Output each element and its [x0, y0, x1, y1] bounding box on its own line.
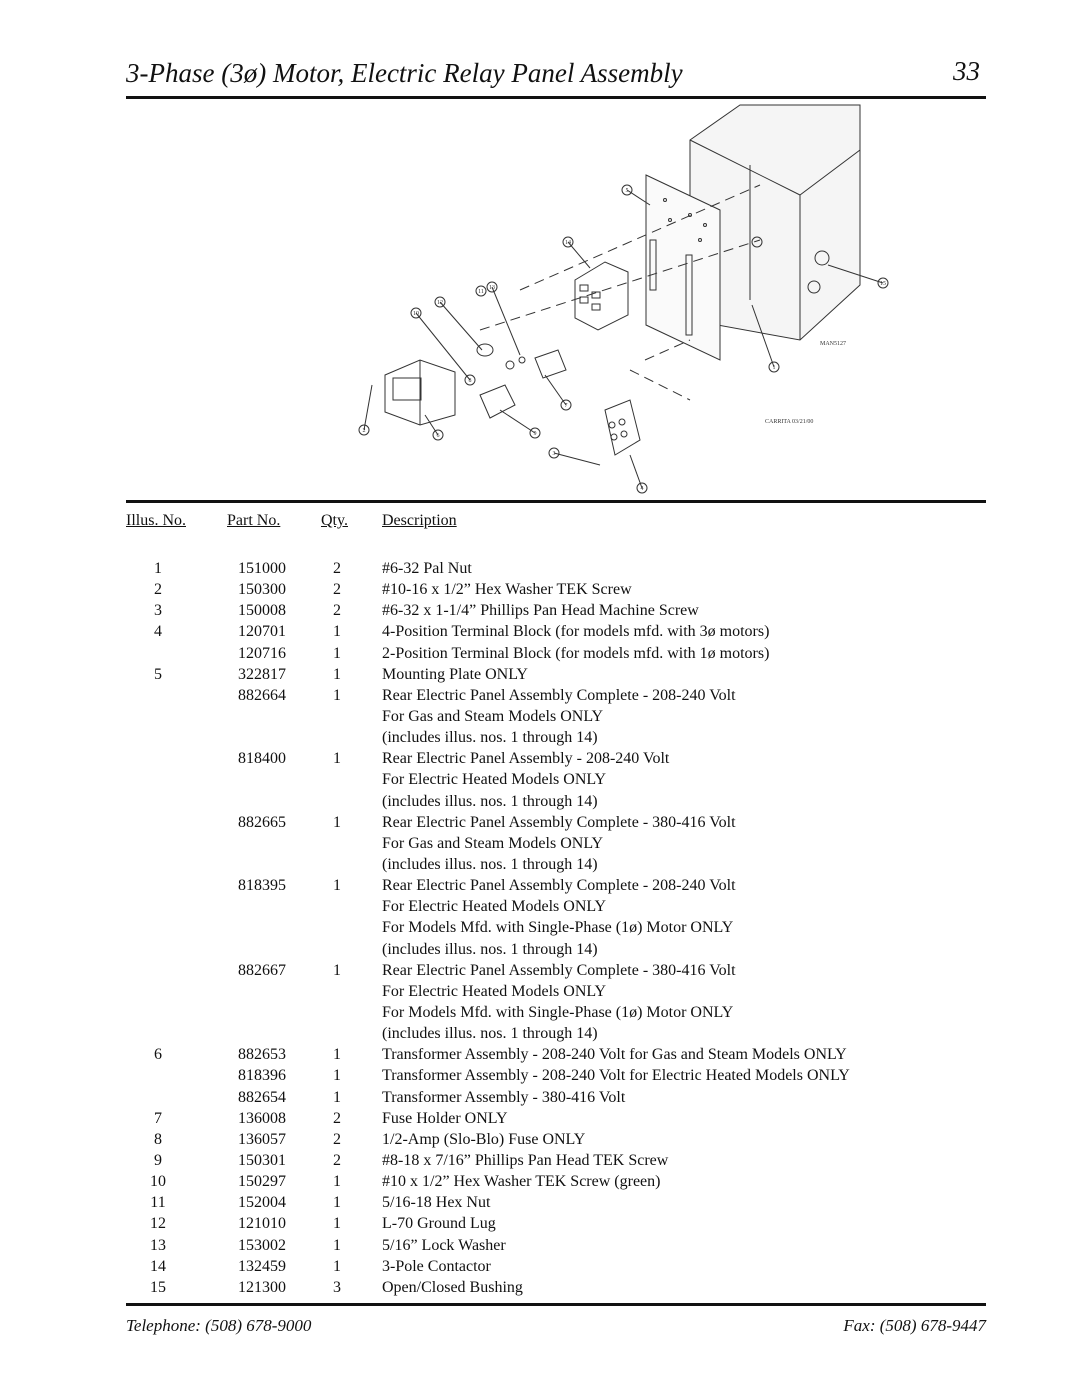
- qty-cell: 2: [333, 602, 341, 620]
- table-row: [0, 1087, 1080, 1108]
- callout-4: 4: [640, 486, 644, 492]
- table-row: [0, 1235, 1080, 1256]
- parts-table-header: [0, 512, 1080, 534]
- callout-8: 8: [468, 378, 472, 384]
- header-part-no: Part No.: [227, 512, 281, 529]
- table-row: [0, 769, 1080, 790]
- table-row: [0, 1256, 1080, 1277]
- table-row: [0, 854, 1080, 875]
- qty-cell: 1: [333, 623, 341, 641]
- table-row: [0, 1002, 1080, 1023]
- illus-no-cell: 12: [150, 1215, 166, 1233]
- illus-no-cell: 13: [150, 1236, 166, 1254]
- illus-no-cell: 3: [154, 602, 162, 620]
- header-description: Description: [382, 512, 457, 529]
- header-qty: Qty.: [321, 512, 348, 529]
- table-row: [0, 1129, 1080, 1150]
- illus-no-cell: 5: [154, 665, 162, 683]
- table-row: [0, 1044, 1080, 1065]
- ground-lug: [477, 344, 525, 369]
- table-row: [0, 1065, 1080, 1086]
- description-cell: Rear Electric Panel Assembly Complete - 380-416 Volt: [382, 813, 736, 831]
- table-row: [0, 791, 1080, 812]
- description-cell: (includes illus. nos. 1 through 14): [382, 729, 598, 747]
- table-row: [0, 917, 1080, 938]
- description-cell: For Models Mfd. with Single-Phase (1ø) Motor ONLY: [382, 919, 734, 937]
- qty-cell: 1: [333, 644, 341, 662]
- table-row: [0, 685, 1080, 706]
- part-no-cell: 136057: [238, 1130, 286, 1148]
- callout-13: 13: [489, 285, 495, 291]
- part-no-cell: 322817: [238, 665, 286, 683]
- transformer: [385, 360, 455, 425]
- table-row: [0, 1192, 1080, 1213]
- part-no-cell: 882653: [238, 1046, 286, 1064]
- description-cell: For Models Mfd. with Single-Phase (1ø) Motor ONLY: [382, 1003, 734, 1021]
- qty-cell: 1: [333, 877, 341, 895]
- part-no-cell: 152004: [238, 1194, 286, 1212]
- illus-no-cell: 4: [154, 623, 162, 641]
- description-cell: (includes illus. nos. 1 through 14): [382, 855, 598, 873]
- description-cell: (includes illus. nos. 1 through 14): [382, 940, 598, 958]
- qty-cell: 2: [333, 1130, 341, 1148]
- description-cell: #6-32 x 1-1/4” Phillips Pan Head Machine Screw: [382, 602, 699, 620]
- page-number: 33: [953, 56, 980, 86]
- part-no-cell: 120716: [238, 644, 286, 662]
- callout-7: 7: [564, 403, 568, 409]
- qty-cell: 1: [333, 665, 341, 683]
- description-cell: For Electric Heated Models ONLY: [382, 771, 607, 789]
- fuse-holders: [480, 350, 566, 418]
- table-row: [0, 727, 1080, 748]
- part-no-cell: 151000: [238, 560, 286, 577]
- description-cell: 4-Position Terminal Block (for models mfd. with 3ø motors): [382, 623, 770, 641]
- table-row: [0, 896, 1080, 917]
- description-cell: Fuse Holder ONLY: [382, 1109, 508, 1127]
- part-no-cell: 818400: [238, 750, 286, 768]
- callout-9: 9: [533, 431, 537, 437]
- table-row: [0, 981, 1080, 1002]
- part-no-cell: 150300: [238, 581, 286, 599]
- callout-6: 6: [436, 433, 440, 439]
- page-title: 3-Phase (3ø) Motor, Electric Relay Panel Assembly: [126, 58, 683, 88]
- table-row: [0, 939, 1080, 960]
- telephone-number: Telephone: (508) 678-9000: [126, 1316, 312, 1335]
- description-cell: 3-Pole Contactor: [382, 1257, 491, 1275]
- description-cell: Transformer Assembly - 208-240 Volt for Gas and Steam Models ONLY: [382, 1046, 847, 1064]
- table-bottom-rule: [126, 1303, 986, 1306]
- terminal-block: [605, 400, 640, 455]
- exploded-parts-diagram: [340, 100, 920, 500]
- description-cell: For Gas and Steam Models ONLY: [382, 834, 604, 852]
- description-cell: 1/2-Amp (Slo-Blo) Fuse ONLY: [382, 1130, 586, 1148]
- callout-10: 10: [413, 311, 419, 317]
- table-row: [0, 600, 1080, 621]
- table-row: [0, 1171, 1080, 1192]
- description-cell: Rear Electric Panel Assembly - 208-240 Volt: [382, 750, 670, 768]
- description-cell: Open/Closed Bushing: [382, 1278, 523, 1296]
- qty-cell: 1: [333, 1215, 341, 1233]
- qty-cell: 3: [333, 1278, 341, 1296]
- table-row: [0, 1023, 1080, 1044]
- part-no-cell: 136008: [238, 1109, 286, 1127]
- description-cell: Mounting Plate ONLY: [382, 665, 528, 683]
- table-row: [0, 833, 1080, 854]
- part-no-cell: 882667: [238, 961, 286, 979]
- description-cell: Rear Electric Panel Assembly Complete - 208-240 Volt: [382, 686, 736, 704]
- callout-11: 11: [478, 289, 484, 295]
- table-row: [0, 1277, 1080, 1298]
- table-row: [0, 812, 1080, 833]
- qty-cell: 1: [333, 1173, 341, 1191]
- part-no-cell: 882665: [238, 813, 286, 831]
- table-top-rule: [126, 500, 986, 503]
- qty-cell: 1: [333, 961, 341, 979]
- header-illus-no: Illus. No.: [126, 512, 186, 529]
- parts-table-body: [0, 558, 1080, 1298]
- illus-no-cell: 11: [150, 1194, 166, 1212]
- illus-no-cell: 10: [150, 1173, 166, 1191]
- qty-cell: 2: [333, 581, 341, 599]
- table-row: [0, 748, 1080, 769]
- part-no-cell: 818396: [238, 1067, 286, 1085]
- qty-cell: 2: [333, 1151, 341, 1169]
- description-cell: Rear Electric Panel Assembly Complete - 380-416 Volt: [382, 961, 736, 979]
- illus-no-cell: 2: [154, 581, 162, 599]
- illus-no-cell: 6: [154, 1046, 162, 1064]
- description-cell: 2-Position Terminal Block (for models mfd. with 1ø motors): [382, 644, 770, 662]
- table-row: [0, 664, 1080, 685]
- illus-no-cell: 8: [154, 1130, 162, 1148]
- part-no-cell: 132459: [238, 1257, 286, 1275]
- part-no-cell: 150301: [238, 1151, 286, 1169]
- description-cell: Transformer Assembly - 208-240 Volt for Electric Heated Models ONLY: [382, 1067, 850, 1085]
- qty-cell: 1: [333, 1236, 341, 1254]
- callout-5: 5: [625, 188, 629, 194]
- qty-cell: 2: [333, 1109, 341, 1127]
- table-row: [0, 558, 1080, 579]
- table-row: [0, 706, 1080, 727]
- description-cell: 5/16-18 Hex Nut: [382, 1194, 491, 1212]
- part-no-cell: 150297: [238, 1173, 286, 1191]
- illus-no-cell: 9: [154, 1151, 162, 1169]
- qty-cell: 2: [333, 560, 341, 577]
- table-row: [0, 960, 1080, 981]
- qty-cell: 1: [333, 1046, 341, 1064]
- part-no-cell: 882654: [238, 1088, 286, 1106]
- callout-2: 2: [362, 428, 366, 434]
- illus-no-cell: 15: [150, 1278, 166, 1296]
- fax-number: Fax: (508) 678-9447: [843, 1316, 986, 1335]
- drawn-by-label: CARRITA 03/21/00: [765, 419, 814, 425]
- part-no-cell: 818395: [238, 877, 286, 895]
- description-cell: Rear Electric Panel Assembly Complete - 208-240 Volt: [382, 877, 736, 895]
- qty-cell: 1: [333, 1194, 341, 1212]
- description-cell: (includes illus. nos. 1 through 14): [382, 1025, 598, 1043]
- illus-no-cell: 1: [154, 560, 162, 577]
- qty-cell: 1: [333, 813, 341, 831]
- description-cell: 5/16” Lock Washer: [382, 1236, 506, 1254]
- description-cell: For Gas and Steam Models ONLY: [382, 707, 604, 725]
- table-row: [0, 1108, 1080, 1129]
- description-cell: #10-16 x 1/2” Hex Washer TEK Screw: [382, 581, 632, 599]
- table-row: [0, 621, 1080, 642]
- part-no-cell: 121010: [238, 1215, 286, 1233]
- part-no-cell: 121300: [238, 1278, 286, 1296]
- part-no-cell: 882664: [238, 686, 286, 704]
- table-row: [0, 875, 1080, 896]
- callout-1: 1: [772, 365, 776, 371]
- part-no-cell: 150008: [238, 602, 286, 620]
- description-cell: For Electric Heated Models ONLY: [382, 982, 607, 1000]
- page-header: [126, 52, 986, 99]
- callout-3: 3: [552, 451, 556, 457]
- callout-15: 15: [880, 281, 886, 287]
- model-label: MAN5127: [820, 341, 847, 347]
- description-cell: Transformer Assembly - 380-416 Volt: [382, 1088, 626, 1106]
- callout-12: 12: [437, 300, 443, 306]
- description-cell: #6-32 Pal Nut: [382, 560, 472, 577]
- table-row: [0, 1213, 1080, 1234]
- callout-14: 14: [565, 240, 571, 246]
- description-cell: For Electric Heated Models ONLY: [382, 898, 607, 916]
- contactor: [575, 262, 628, 330]
- description-cell: #8-18 x 7/16” Phillips Pan Head TEK Screw: [382, 1151, 669, 1169]
- table-row: [0, 1150, 1080, 1171]
- qty-cell: 1: [333, 1257, 341, 1275]
- description-cell: #10 x 1/2” Hex Washer TEK Screw (green): [382, 1173, 661, 1191]
- table-row: [0, 579, 1080, 600]
- qty-cell: 1: [333, 1067, 341, 1085]
- qty-cell: 1: [333, 1088, 341, 1106]
- qty-cell: 1: [333, 750, 341, 768]
- part-no-cell: 153002: [238, 1236, 286, 1254]
- table-row: [0, 643, 1080, 664]
- illus-no-cell: 14: [150, 1257, 166, 1275]
- qty-cell: 1: [333, 686, 341, 704]
- part-no-cell: 120701: [238, 623, 286, 641]
- description-cell: (includes illus. nos. 1 through 14): [382, 792, 598, 810]
- description-cell: L-70 Ground Lug: [382, 1215, 496, 1233]
- illus-no-cell: 7: [154, 1109, 162, 1127]
